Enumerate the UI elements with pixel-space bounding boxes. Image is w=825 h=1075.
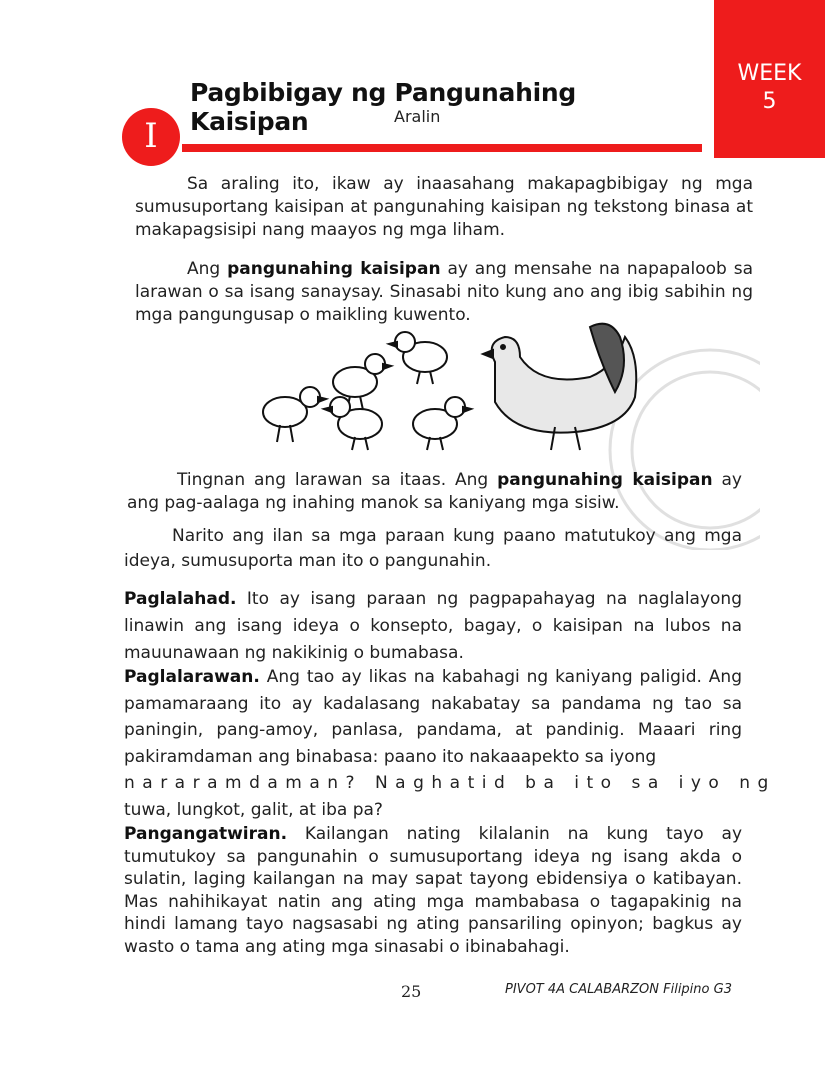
definition-paragraph: Ang pangunahing kaisipan ay ang mensahe na napapaloob sa larawan o sa isang sanaysay. Sinasabi nito kung ano ang ibig sabihin ng mga pangungusap o maikling kuwento.: [135, 259, 753, 325]
term-paglalarawan: Paglalarawan.: [124, 667, 260, 687]
week-number: 5: [762, 89, 777, 114]
paglalahad-paragraph: Paglalahad. Ito ay isang paraan ng pagpapahayag na naglalayong linawin ang isang ideya o konsepto, bagay, o kaisipan na lubos na mauunawaan ng nakikinig o bumabasa.: [124, 589, 742, 663]
paglalarawan-paragraph: Paglalarawan. Ang tao ay likas na kabahagi ng kaniyang paligid. Ang pamamaraang ito ay kadalasang nakabatay sa pandama ng tao sa paningin, pang-amoy, panlasa, pandama, at pandinig. Maaari ring pakiramdaman ang binabasa: paano ito nakaaapekto sa iyong nararamdaman? Naghatid ba ito sa iyo ng tuwa, lungkot, galit, at iba pa?: [124, 667, 776, 820]
hen-icon: [483, 324, 636, 450]
intro-paragraph: Sa araling ito, ikaw ay inaasahang makapagbibigay ng mga sumusuportang kaisipan at pangunahing kaisipan ng tekstong binasa at makapagsisipi nang maayos ng mga liham.: [135, 174, 753, 240]
hen-and-chicks-illustration: [255, 312, 640, 452]
week-tab: [714, 0, 825, 158]
footer-reference: PIVOT 4A CALABARZON Filipino G3: [505, 982, 732, 997]
week-label: WEEK: [737, 61, 802, 86]
pangangatwiran-paragraph: Pangangatwiran. Kailangan nating kilalanin na kung tayo ay tumutukoy sa pangunahin o sumusuportang ideya ng isang akda o sulatin, laging kailangan na may sapat tayong ebidensiya o katibayan. Mas nahihikayat natin ang ating mga mambabasa o tagapakinig na hindi lamang tayo nagsasabi ng ating pansariling opinyon; bagkus ay wasto o tama ang ating mga sinasabi o ibinabahagi.: [124, 824, 742, 957]
title-divider: [182, 144, 702, 152]
chick-icon: [413, 397, 471, 450]
term-pangangatwiran: Pangangatwiran.: [124, 824, 288, 844]
observation-paragraph: Tingnan ang larawan sa itaas. Ang pangunahing kaisipan ay ang pag-aalaga ng inahing manok sa kaniyang mga sisiw.: [127, 470, 742, 513]
spaced-line: nararamdaman? Naghatid ba ito sa iyo ng: [124, 773, 776, 793]
section-marker: I: [122, 108, 180, 166]
methods-intro-paragraph: Narito ang ilan sa mga paraan kung paano matutukoy ang mga ideya, sumusuporta man ito o pangunahin.: [124, 526, 742, 571]
term-pangunahing-kaisipan-2: pangunahing kaisipan: [497, 470, 713, 490]
term-pangunahing-kaisipan: pangunahing kaisipan: [227, 259, 441, 279]
chick-icon: [263, 387, 326, 442]
chick-icon: [389, 332, 447, 384]
page-number: 25: [401, 982, 422, 1001]
chick-icon: [324, 397, 382, 450]
term-paglalahad: Paglalahad.: [124, 589, 237, 609]
lesson-subtitle: Aralin: [394, 107, 441, 126]
lesson-title: Pagbibigay ng Pangunahing Kaisipan: [190, 78, 576, 136]
